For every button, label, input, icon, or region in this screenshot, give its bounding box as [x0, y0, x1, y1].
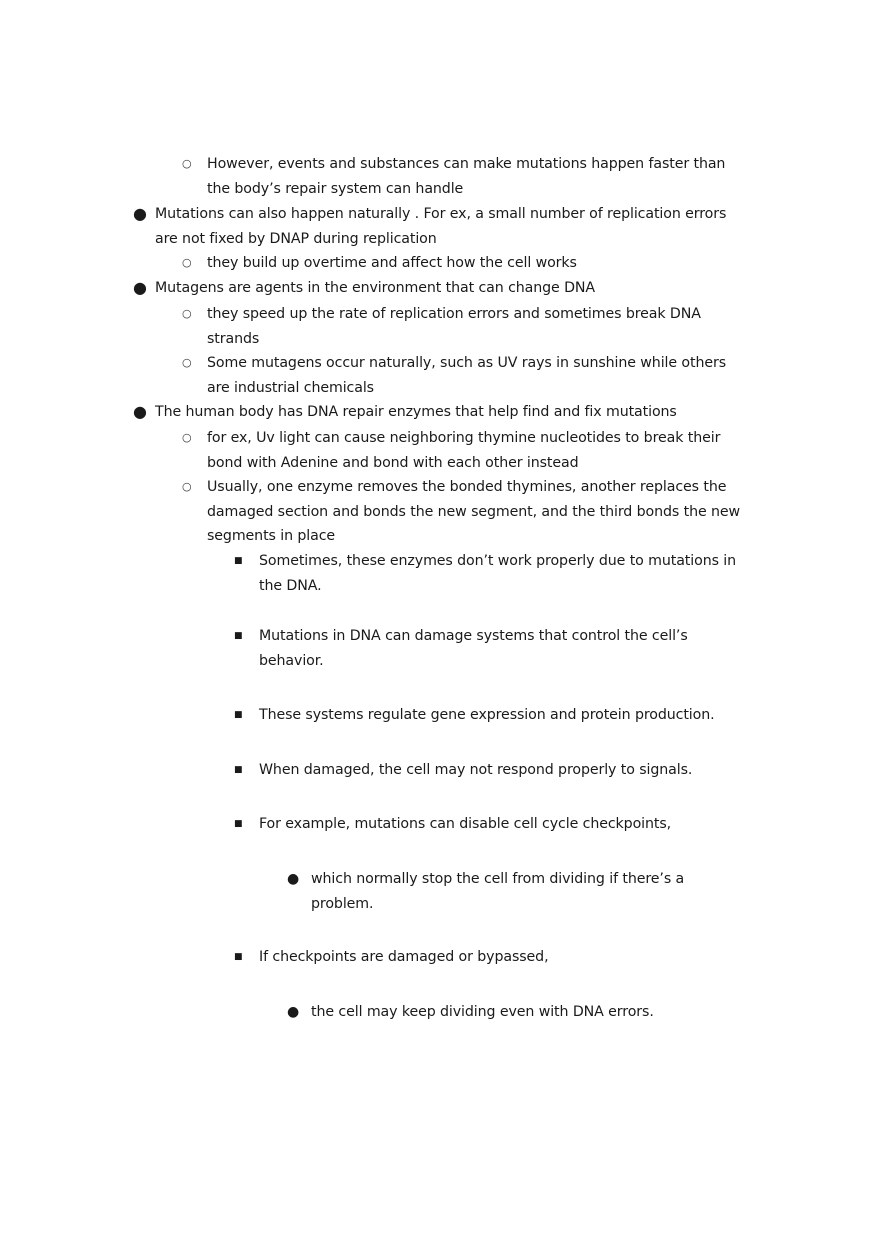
list-item-text-line: Usually, one enzyme removes the bonded thymines, another replaces the: [207, 479, 727, 495]
square-bullet-icon: ■: [234, 765, 243, 775]
bullet-icon: ●: [133, 204, 147, 223]
list-item-level-4: [287, 1000, 654, 1025]
list-item-text-line: However, events and substances can make mutations happen faster than: [207, 156, 726, 172]
list-item-text-line: they build up overtime and affect how the cell works: [207, 255, 577, 271]
list-item-level-1: [133, 202, 727, 251]
list-item-text-line: For example, mutations can disable cell cycle checkpoints,: [259, 816, 672, 832]
hollow-bullet-icon: ○: [182, 431, 192, 444]
list-item-level-2: [182, 152, 726, 201]
list-item-text-line: they speed up the rate of replication errors and sometimes break DNA: [207, 306, 701, 322]
list-item-level-2: [182, 251, 577, 276]
hollow-bullet-icon: ○: [182, 356, 192, 369]
square-bullet-icon: ■: [234, 556, 243, 566]
list-item-text-line: Sometimes, these enzymes don’t work properly due to mutations in: [259, 553, 737, 569]
list-item-text-line: The human body has DNA repair enzymes that help find and fix mutations: [155, 404, 677, 420]
bullet-icon: ●: [133, 402, 147, 421]
list-item-text-line: behavior.: [259, 652, 324, 669]
square-bullet-icon: ■: [234, 819, 243, 829]
list-item-level-3: [234, 812, 672, 837]
list-item-level-3: [234, 624, 688, 673]
list-item-level-2: [182, 426, 721, 475]
hollow-bullet-icon: ○: [182, 256, 192, 269]
bullet-icon: ●: [133, 278, 147, 297]
list-item-text-line: which normally stop the cell from dividing if there’s a: [311, 871, 685, 887]
square-bullet-icon: ■: [234, 710, 243, 720]
list-item-text-line: If checkpoints are damaged or bypassed,: [259, 949, 549, 965]
list-item-text-line: strands: [207, 330, 260, 347]
list-item-text-line: Some mutagens occur naturally, such as UV rays in sunshine while others: [207, 355, 727, 371]
list-item-text-line: These systems regulate gene expression and protein production.: [259, 707, 715, 723]
list-item-text-line: are not fixed by DNAP during replication: [155, 230, 437, 247]
list-item-text-line: the DNA.: [259, 577, 322, 594]
list-item-level-1: [133, 400, 677, 425]
list-item-level-3: [234, 945, 549, 970]
list-item-level-3: [234, 549, 737, 598]
list-item-text-line: bond with Adenine and bond with each other instead: [207, 454, 579, 471]
list-item-text-line: are industrial chemicals: [207, 379, 374, 396]
list-item-level-2: [182, 302, 701, 351]
bullet-icon: ●: [287, 871, 300, 887]
hollow-bullet-icon: ○: [182, 157, 192, 170]
list-item-text-line: the body’s repair system can handle: [207, 180, 464, 197]
square-bullet-icon: ■: [234, 631, 243, 641]
list-item-text-line: damaged section and bonds the new segment, and the third bonds the new: [207, 503, 741, 520]
list-item-level-2: [182, 351, 727, 400]
list-item-level-3: [234, 703, 715, 728]
list-item-text-line: for ex, Uv light can cause neighboring thymine nucleotides to break their: [207, 430, 721, 446]
list-item-level-2: [182, 475, 741, 549]
list-item-text-line: the cell may keep dividing even with DNA errors.: [311, 1004, 654, 1020]
list-item-level-1: [133, 276, 596, 301]
list-item-text-line: segments in place: [207, 528, 336, 545]
list-item-level-3: [234, 758, 693, 783]
list-item-text-line: Mutations can also happen naturally . For ex, a small number of replication errors: [155, 206, 727, 222]
list-item-level-4: [287, 867, 685, 916]
list-item-text-line: When damaged, the cell may not respond properly to signals.: [259, 762, 693, 778]
bullet-icon: ●: [287, 1004, 300, 1020]
list-item-text-line: Mutagens are agents in the environment that can change DNA: [155, 280, 596, 296]
list-item-text-line: Mutations in DNA can damage systems that control the cell’s: [259, 628, 688, 644]
list-item-text-line: problem.: [311, 895, 374, 912]
square-bullet-icon: ■: [234, 952, 243, 962]
hollow-bullet-icon: ○: [182, 480, 192, 493]
hollow-bullet-icon: ○: [182, 307, 192, 320]
